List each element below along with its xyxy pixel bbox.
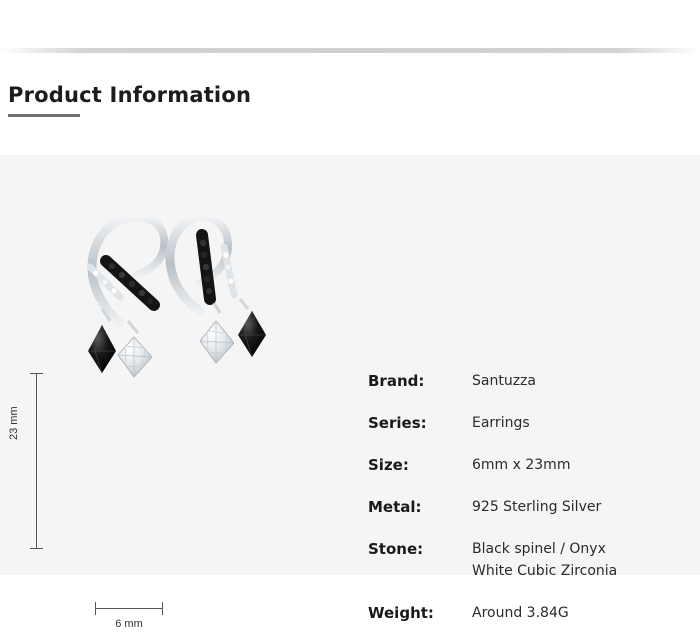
spec-row-stone	[368, 538, 668, 582]
spec-value-series: Earrings	[472, 415, 530, 431]
spec-label-size: Size:	[368, 456, 409, 474]
page-title: Product Information	[8, 83, 252, 107]
width-cap-right	[162, 602, 163, 615]
specification-list	[368, 370, 668, 644]
spec-row-brand	[368, 370, 668, 392]
spec-label-metal: Metal:	[368, 498, 422, 516]
top-divider	[0, 48, 700, 53]
product-image-area	[30, 195, 360, 535]
spec-label-weight: Weight:	[368, 604, 434, 622]
height-dimension-line	[36, 373, 37, 548]
spec-value-stone	[472, 538, 617, 582]
spec-value-brand: Santuzza	[472, 373, 536, 389]
height-dimension-label: 23 mm	[8, 406, 20, 440]
earrings-illustration	[30, 195, 360, 535]
width-dimension-label: 6 mm	[115, 618, 143, 630]
spec-row-series	[368, 412, 668, 434]
height-cap-bottom	[30, 548, 43, 549]
spec-label-stone: Stone:	[368, 540, 424, 558]
spec-value-weight: Around 3.84G	[472, 605, 569, 621]
section-heading-wrap	[8, 80, 251, 117]
spec-value-size: 6mm x 23mm	[472, 457, 571, 473]
width-dimension-line	[95, 608, 163, 609]
spec-value-stone-line2: White Cubic Zirconia	[472, 563, 618, 579]
spec-row-size	[368, 454, 668, 476]
spec-label-series: Series:	[368, 414, 427, 432]
spec-value-stone-line1: Black spinel / Onyx	[472, 541, 606, 557]
heading-underline	[8, 114, 80, 117]
info-panel	[0, 155, 700, 630]
spec-row-metal	[368, 496, 668, 518]
spec-label-brand: Brand:	[368, 372, 425, 390]
spec-row-weight	[368, 602, 668, 624]
spec-value-metal: 925 Sterling Silver	[472, 499, 602, 515]
